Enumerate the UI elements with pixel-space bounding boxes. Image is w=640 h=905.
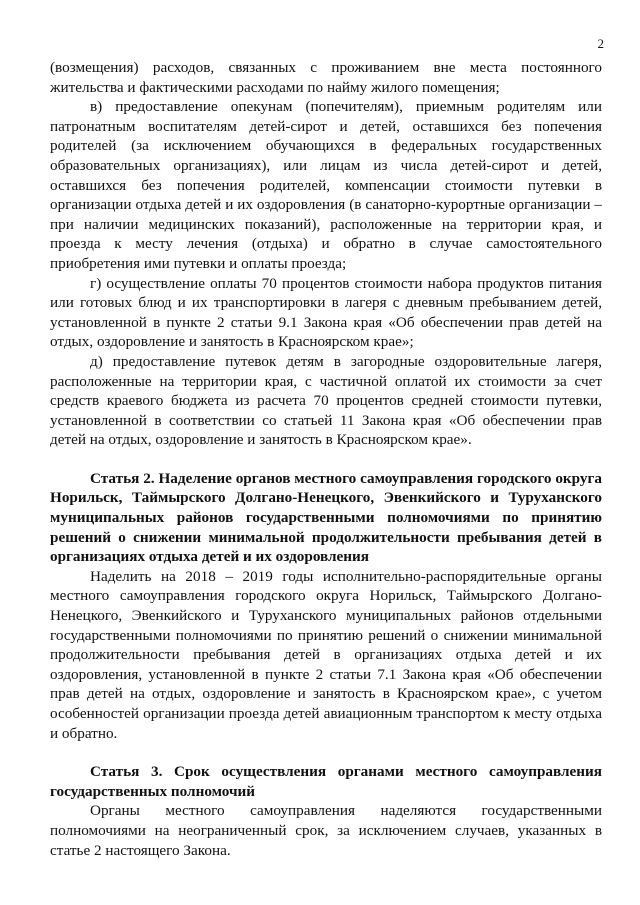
page-number: 2 xyxy=(597,36,604,51)
paragraph-item-v: в) предоставление опекунам (попечителям), приемным родителям или патронатным воспитателям детей-сирот и детей, оставшихся без попечения родителей (за исключением обучающихся в федеральных государственных образовательных организациях), или лицам из числа детей-сирот и детей, оставшихся без попечения родителей, компенсации стоимости путевки в организации отдыха детей и их оздоровления (в санаторно-курортные организации – при наличии медицинских показаний), расположенные на территории края, и проезда к месту лечения (отдыха) и обратно в случае самостоятельного приобретения ими путевки и оплаты проезда; xyxy=(50,98,602,272)
article-3-title: Статья 3. Срок осуществления органами местного самоуправления государственных полномочий xyxy=(50,763,602,800)
paragraph-continuation: (возмещения) расходов, связанных с проживанием вне места постоянного жительства и фактическими расходами по найму жилого помещения; xyxy=(50,59,602,96)
paragraph-item-g: г) осуществление оплаты 70 процентов стоимости набора продуктов питания или готовых блюд и их транспортировки в лагеря с дневным пребыванием детей, установленной в пункте 2 статьи 9.1 Закона края «Об обеспечении прав детей на отдых, оздоровление и занятость в Красноярском крае»; xyxy=(50,274,602,351)
article-2-title: Статья 2. Наделение органов местного самоуправления городского округа Норильск, Таймырского Долгано-Ненецкого, Эвенкийского и Туруханского муниципальных районов государственными полномочиями по принятию решений о снижении минимальной продолжительности пребывания детей в организациях отдыха детей и их оздоровления xyxy=(50,469,602,566)
section-gap xyxy=(50,450,602,469)
article-2-body: Наделить на 2018 – 2019 годы исполнительно-распорядительные органы местного самоуправления городского округа Норильск, Таймырского Долгано-Ненецкого, Эвенкийского и Туруханского муниципальных районов отдельными государственными полномочиями по принятию решений о снижении минимальной продолжительности пребывания детей в организациях отдыха детей и их оздоровления, установленной в пункте 2 статьи 7.1 Закона края «Об обеспечении прав детей на отдых, оздоровление и занятость в Красноярском крае», с учетом особенностей организации проезда детей авиационным транспортом к месту отдыха и обратно. xyxy=(50,567,602,742)
article-3-body: Органы местного самоуправления наделяются государственными полномочиями на неограниченный срок, за исключением случаев, указанных в статье 2 настоящего Закона. xyxy=(50,802,602,859)
paragraph-item-d: д) предоставление путевок детям в загородные оздоровительные лагеря, расположенные на территории края, с частичной оплатой их стоимости за счет средств краевого бюджета из расчета 70 процентов средней стоимости путевки, установленной в соответствии со статьей 11 Закона края «Об обеспечении прав детей на отдых, оздоровление и занятость в Красноярском крае». xyxy=(50,352,602,449)
section-gap xyxy=(50,743,602,762)
document-body xyxy=(50,58,602,860)
